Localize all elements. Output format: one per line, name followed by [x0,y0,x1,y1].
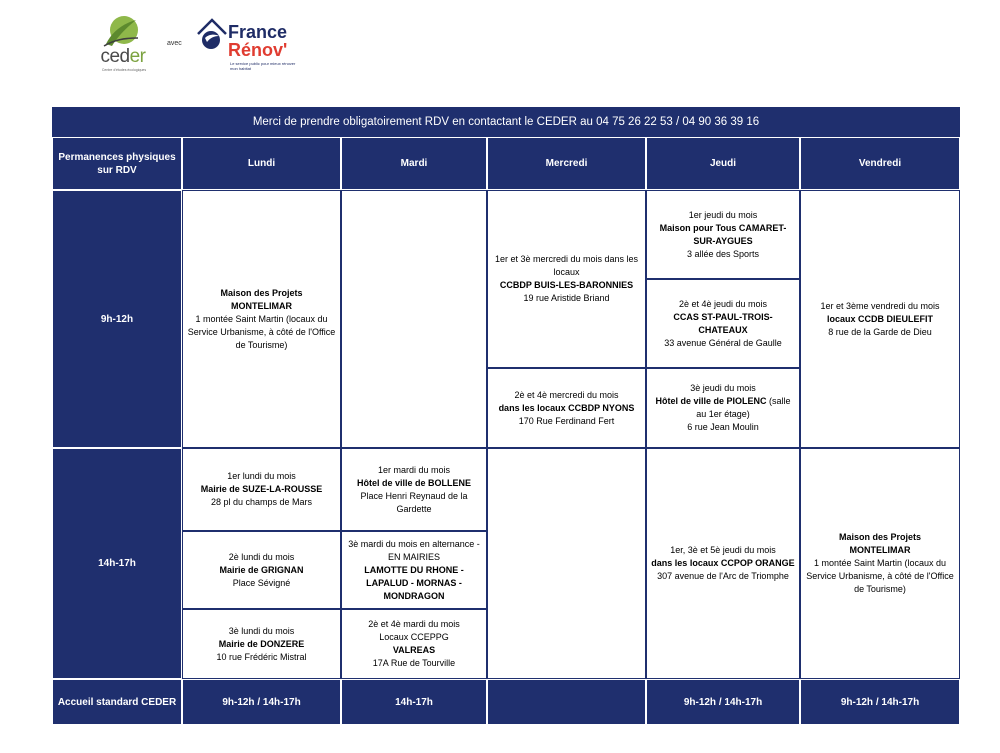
day-header-jeudi: Jeudi [646,137,800,190]
morning-mardi-empty [341,190,487,448]
footer-lundi: 9h-12h / 14h-17h [182,679,341,725]
afternoon-lundi-1: 1er lundi du mois Mairie de SUZE-LA-ROUSSE 28 pl du champs de Mars [182,448,341,531]
morning-jeudi-3: 3è jeudi du mois Hôtel de ville de PIOLENC (salle au 1er étage) 6 rue Jean Moulin [646,368,800,448]
avec-label: avec [167,40,182,47]
france-renov-logo [194,16,314,74]
afternoon-vendredi: Maison des Projets MONTELIMAR 1 montée Saint Martin (locaux du Service Urbanisme, à côté de l'Office de Tourisme) [800,448,960,679]
footer-vendredi: 9h-12h / 14h-17h [800,679,960,725]
afternoon-lundi-2: 2è lundi du mois Mairie de GRIGNAN Place Sévigné [182,531,341,609]
morning-jeudi-1: 1er jeudi du mois Maison pour Tous CAMARET-SUR-AYGUES 3 allée des Sports [646,190,800,279]
morning-lundi: Maison des Projets MONTELIMAR 1 montée Saint Martin (locaux du Service Urbanisme, à côté de l'Office de Tourisme) [182,190,341,448]
slot-afternoon: 14h-17h [52,448,182,679]
ceder-leaf-icon [102,14,140,48]
morning-mercredi-2: 2è et 4è mercredi du mois dans les locaux CCBDP NYONS 170 Rue Ferdinand Fert [487,368,646,448]
corner-header: Permanences physiques sur RDV [52,137,182,190]
slot-morning: 9h-12h [52,190,182,448]
ceder-logo [88,14,160,72]
morning-vendredi: 1er et 3ème vendredi du mois locaux CCDB DIEULEFIT 8 rue de la Garde de Dieu [800,190,960,448]
afternoon-mardi-2: 3è mardi du mois en alternance - EN MAIRIES LAMOTTE DU RHONE - LAPALUD - MORNAS - MONDRAGON [341,531,487,609]
footer-mercredi [487,679,646,725]
ceder-tagline: Centre d'études écologiques [101,68,147,72]
footer-label: Accueil standard CEDER [52,679,182,725]
afternoon-mardi-3: 2è et 4è mardi du mois Locaux CCEPPG VALREAS 17A Rue de Tourville [341,609,487,679]
france-renov-line2: Rénov' [228,40,288,60]
morning-jeudi-2: 2è et 4è jeudi du mois CCAS ST-PAUL-TROIS-CHATEAUX 33 avenue Général de Gaulle [646,279,800,368]
day-header-mardi: Mardi [341,137,487,190]
france-renov-tagline: Le service public pour mieux rénover mon habitat [230,61,296,71]
afternoon-jeudi: 1er, 3è et 5è jeudi du mois dans les locaux CCPOP ORANGE 307 avenue de l'Arc de Triomphe [646,448,800,679]
day-header-vendredi: Vendredi [800,137,960,190]
morning-mercredi-1: 1er et 3è mercredi du mois dans les locaux CCBDP BUIS-LES-BARONNIES 19 rue Aristide Briand [487,190,646,368]
france-renov-line1: France [228,22,288,42]
day-header-mercredi: Mercredi [487,137,646,190]
footer-jeudi: 9h-12h / 14h-17h [646,679,800,725]
footer-mardi: 14h-17h [341,679,487,725]
schedule-table [52,107,960,725]
day-header-lundi: Lundi [182,137,341,190]
rdv-banner: Merci de prendre obligatoirement RDV en contactant le CEDER au 04 75 26 22 53 / 04 90 36 39 16 [52,107,960,137]
house-icon [194,16,230,52]
ceder-wordmark: ceder [100,46,146,67]
afternoon-mardi-1: 1er mardi du mois Hôtel de ville de BOLLENE Place Henri Reynaud de la Gardette [341,448,487,531]
afternoon-lundi-3: 3è lundi du mois Mairie de DONZERE 10 rue Frédéric Mistral [182,609,341,679]
afternoon-mercredi-empty [487,448,646,679]
